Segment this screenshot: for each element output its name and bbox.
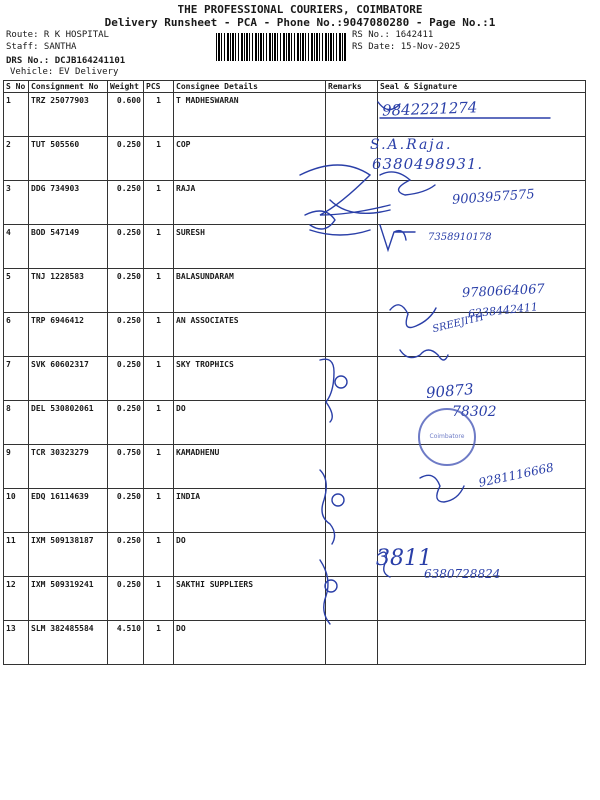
cell-remarks (326, 225, 378, 269)
table-row (4, 401, 586, 445)
cell-consignment: SLM 382485584 (29, 621, 108, 665)
cell-weight: 0.250 (108, 401, 144, 445)
cell-sno: 2 (4, 137, 29, 181)
cell-pcs: 1 (144, 621, 174, 665)
cell-weight: 0.750 (108, 445, 144, 489)
cell-consignee: AN ASSOCIATES (174, 313, 326, 357)
cell-pcs: 1 (144, 93, 174, 137)
col-remarks: Remarks (326, 81, 378, 93)
cell-seal-signature (378, 357, 586, 401)
route-label: Route: R K HOSPITAL (6, 30, 109, 40)
cell-sno: 13 (4, 621, 29, 665)
cell-seal-signature (378, 489, 586, 533)
cell-remarks (326, 445, 378, 489)
cell-sno: 11 (4, 533, 29, 577)
cell-remarks (326, 181, 378, 225)
cell-consignment: DEL 530802061 (29, 401, 108, 445)
cell-consignment: IXM 509319241 (29, 577, 108, 621)
company-stamp: Coimbatore (418, 408, 476, 466)
cell-pcs: 1 (144, 401, 174, 445)
col-seal-signature: Seal & Signature (378, 81, 586, 93)
handwritten-phone: 6238442411 (467, 300, 539, 321)
cell-consignee: KAMADHENU (174, 445, 326, 489)
cell-consignee: DO (174, 533, 326, 577)
cell-pcs: 1 (144, 445, 174, 489)
cell-pcs: 1 (144, 577, 174, 621)
rs-number: RS No.: 1642411 (352, 30, 434, 40)
cell-consignment: SVK 60602317 (29, 357, 108, 401)
cell-sno: 4 (4, 225, 29, 269)
cell-consignment: TNJ 1228583 (29, 269, 108, 313)
runsheet-subtitle: Delivery Runsheet - PCA - Phone No.:9047080280 - Page No.:1 (104, 16, 496, 29)
col-pcs: PCS (144, 81, 174, 93)
cell-pcs: 1 (144, 489, 174, 533)
cell-consignment: DDG 734903 (29, 181, 108, 225)
table-row (4, 137, 586, 181)
cell-remarks (326, 357, 378, 401)
cell-remarks (326, 401, 378, 445)
cell-pcs: 1 (144, 181, 174, 225)
cell-weight: 0.250 (108, 533, 144, 577)
cell-consignment: TUT 505560 (29, 137, 108, 181)
cell-remarks (326, 577, 378, 621)
rs-date: RS Date: 15-Nov-2025 (352, 42, 461, 52)
cell-sno: 12 (4, 577, 29, 621)
handwritten-phone: 90873 (425, 379, 475, 403)
handwritten-name: SREEJITH (431, 311, 485, 336)
cell-weight: 4.510 (108, 621, 144, 665)
cell-weight: 0.250 (108, 269, 144, 313)
staff-label: Staff: SANTHA (6, 42, 77, 52)
cell-weight: 0.600 (108, 93, 144, 137)
cell-sno: 8 (4, 401, 29, 445)
cell-weight: 0.250 (108, 313, 144, 357)
cell-consignment: TRZ 25077903 (29, 93, 108, 137)
cell-consignee: RAJA (174, 181, 326, 225)
table-row (4, 489, 586, 533)
cell-seal-signature (378, 621, 586, 665)
cell-weight: 0.250 (108, 489, 144, 533)
handwritten-phone: 6380498931. (372, 155, 484, 173)
cell-consignee: INDIA (174, 489, 326, 533)
cell-sno: 6 (4, 313, 29, 357)
handwritten-phone: 9281116668 (477, 460, 555, 490)
handwritten-phone: 9780664067 (461, 281, 546, 302)
table-header-row (4, 81, 586, 93)
cell-consignee: SURESH (174, 225, 326, 269)
cell-remarks (326, 269, 378, 313)
cell-consignee: SAKTHI SUPPLIERS (174, 577, 326, 621)
table-row (4, 577, 586, 621)
cell-sno: 7 (4, 357, 29, 401)
handwritten-phone: 6380728824 (424, 567, 501, 581)
cell-sno: 3 (4, 181, 29, 225)
table-row (4, 313, 586, 357)
col-consignee: Consignee Details (174, 81, 326, 93)
col-consignment: Consignment No (29, 81, 108, 93)
cell-consignee: COP (174, 137, 326, 181)
col-sno: S No (4, 81, 29, 93)
cell-consignee: BALASUNDARAM (174, 269, 326, 313)
cell-consignee: T MADHESWARAN (174, 93, 326, 137)
handwritten-phone: 78302 (452, 404, 497, 420)
cell-consignee: DO (174, 401, 326, 445)
cell-remarks (326, 621, 378, 665)
cell-pcs: 1 (144, 225, 174, 269)
cell-seal-signature (378, 577, 586, 621)
cell-weight: 0.250 (108, 137, 144, 181)
table-row (4, 93, 586, 137)
cell-sno: 5 (4, 269, 29, 313)
cell-sno: 10 (4, 489, 29, 533)
cell-weight: 0.250 (108, 225, 144, 269)
cell-remarks (326, 313, 378, 357)
cell-consignment: TCR 30323279 (29, 445, 108, 489)
company-title: THE PROFESSIONAL COURIERS, COIMBATORE (177, 3, 423, 16)
cell-weight: 0.250 (108, 357, 144, 401)
cell-remarks (326, 533, 378, 577)
cell-remarks (326, 93, 378, 137)
cell-pcs: 1 (144, 357, 174, 401)
handwritten-phone: 7358910178 (428, 232, 492, 243)
cell-sno: 9 (4, 445, 29, 489)
cell-consignment: EDQ 16114639 (29, 489, 108, 533)
handwritten-mark: 3811 (376, 546, 432, 571)
cell-pcs: 1 (144, 269, 174, 313)
cell-consignment: TRP 6946412 (29, 313, 108, 357)
cell-weight: 0.250 (108, 577, 144, 621)
table-row (4, 621, 586, 665)
cell-pcs: 1 (144, 137, 174, 181)
table-row (4, 357, 586, 401)
cell-weight: 0.250 (108, 181, 144, 225)
cell-consignment: IXM 509138187 (29, 533, 108, 577)
cell-remarks (326, 489, 378, 533)
cell-pcs: 1 (144, 533, 174, 577)
drs-number: DRS No.: DCJB164241101 (6, 56, 126, 66)
cell-consignment: BOD 547149 (29, 225, 108, 269)
col-weight: Weight (108, 81, 144, 93)
vehicle-label: Vehicle: EV Delivery (10, 67, 119, 77)
cell-consignee: DO (174, 621, 326, 665)
handwritten-phone: 9003957575 (451, 187, 536, 208)
cell-pcs: 1 (144, 313, 174, 357)
barcode (216, 33, 346, 61)
handwritten-phone: 9842221274 (381, 98, 478, 120)
cell-consignee: SKY TROPHICS (174, 357, 326, 401)
cell-sno: 1 (4, 93, 29, 137)
handwritten-name: S.A.Raja. (370, 137, 453, 153)
table-row (4, 225, 586, 269)
